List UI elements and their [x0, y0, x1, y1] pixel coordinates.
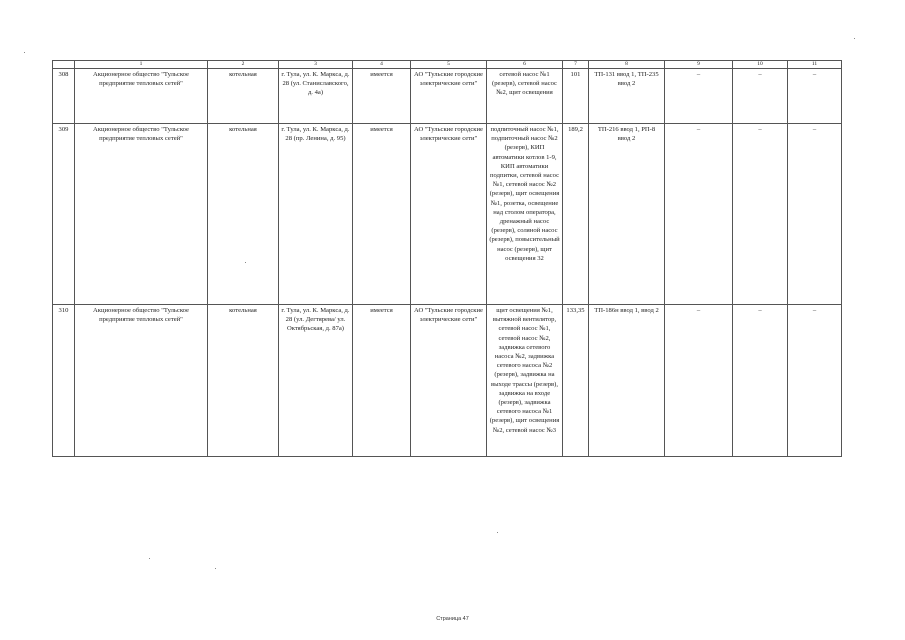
- col10-cell: –: [733, 124, 788, 305]
- availability-cell: имеется: [353, 124, 411, 305]
- data-table: [52, 60, 842, 457]
- col9-cell: –: [665, 124, 733, 305]
- header-cell: 4: [353, 61, 411, 69]
- header-cell: 1: [75, 61, 208, 69]
- col9-cell: –: [665, 305, 733, 457]
- scan-speck: [149, 558, 150, 559]
- header-cell: 8: [589, 61, 665, 69]
- col9-cell: –: [665, 69, 733, 124]
- address-cell: г. Тула, ул. К. Маркса, д. 28 (ул. Дегтярева/ ул. Октябрьская, д. 87а): [279, 305, 353, 457]
- col11-cell: –: [788, 305, 842, 457]
- object-type-cell: котельная: [208, 124, 279, 305]
- equipment-cell: сетевой насос №1 (резерв), сетевой насос №2, щит освещения: [487, 69, 563, 124]
- header-cell: 9: [665, 61, 733, 69]
- feed-cell: ТП-186н ввод 1, ввод 2: [589, 305, 665, 457]
- equipment-cell: щит освещения №1, вытяжной вентилятор, сетевой насос №1, сетевой насос №2, задвижка сетевого насоса №2, задвижка сетевого насоса №2 (резерв), задвижка на выходе трассы (резерв), задвижка на входе (резерв), задвижка сетевого насоса №1 (резерв), щит освещения №2, сетевой насос №3: [487, 305, 563, 457]
- table-row: [53, 305, 842, 457]
- scan-speck: [497, 532, 498, 533]
- row-number: 309: [53, 124, 75, 305]
- supplier-cell: АО "Тульские городские электрические сети": [411, 305, 487, 457]
- col10-cell: –: [733, 305, 788, 457]
- header-cell: 6: [487, 61, 563, 69]
- supplier-cell: АО "Тульские городские электрические сети": [411, 69, 487, 124]
- header-cell: 10: [733, 61, 788, 69]
- owner-cell: Акционерное общество "Тульское предприятие тепловых сетей": [75, 305, 208, 457]
- feed-cell: ТП-131 ввод 1, ТП-235 ввод 2: [589, 69, 665, 124]
- address-cell: г. Тула, ул. К. Маркса, д. 28 (пр. Ленина, д. 95): [279, 124, 353, 305]
- header-cell: 7: [563, 61, 589, 69]
- equipment-cell: подпиточный насос №1, подпиточный насос №2 (резерв), КИП автоматики котлов 1-9, КИП автоматики подпитки, сетевой насос №1, сетевой насос №2 (резерв), щит освещения №1, розетка, освещение над столом оператора, дренажный насос (резерв), соляной насос (резерв), повысительный насос (резерв), щит освещения 32: [487, 124, 563, 305]
- header-cell: 2: [208, 61, 279, 69]
- owner-cell: Акционерное общество "Тульское предприятие тепловых сетей": [75, 124, 208, 305]
- header-cell: 11: [788, 61, 842, 69]
- scan-speck: [854, 38, 855, 39]
- power-cell: 133,35: [563, 305, 589, 457]
- supplier-cell: АО "Тульские городские электрические сети": [411, 124, 487, 305]
- header-cell-blank: [53, 61, 75, 69]
- header-cell: 3: [279, 61, 353, 69]
- owner-cell: Акционерное общество "Тульское предприятие тепловых сетей": [75, 69, 208, 124]
- scan-speck: [245, 262, 246, 263]
- page-number: Страница 47: [436, 616, 469, 622]
- row-number: 308: [53, 69, 75, 124]
- col11-cell: –: [788, 124, 842, 305]
- col11-cell: –: [788, 69, 842, 124]
- address-cell: г. Тула, ул. К. Маркса, д. 28 (ул. Станиславского, д. 4а): [279, 69, 353, 124]
- col10-cell: –: [733, 69, 788, 124]
- availability-cell: имеется: [353, 69, 411, 124]
- scan-speck: [24, 52, 25, 53]
- power-cell: 101: [563, 69, 589, 124]
- availability-cell: имеется: [353, 305, 411, 457]
- header-cell: 5: [411, 61, 487, 69]
- table-row: [53, 69, 842, 124]
- object-type-cell: котельная: [208, 305, 279, 457]
- row-number: 310: [53, 305, 75, 457]
- power-cell: 189,2: [563, 124, 589, 305]
- column-number-row: [53, 61, 842, 69]
- feed-cell: ТП-216 ввод 1, РП-8 ввод 2: [589, 124, 665, 305]
- object-type-cell: котельная: [208, 69, 279, 124]
- scan-speck: [215, 568, 216, 569]
- table-row: [53, 124, 842, 305]
